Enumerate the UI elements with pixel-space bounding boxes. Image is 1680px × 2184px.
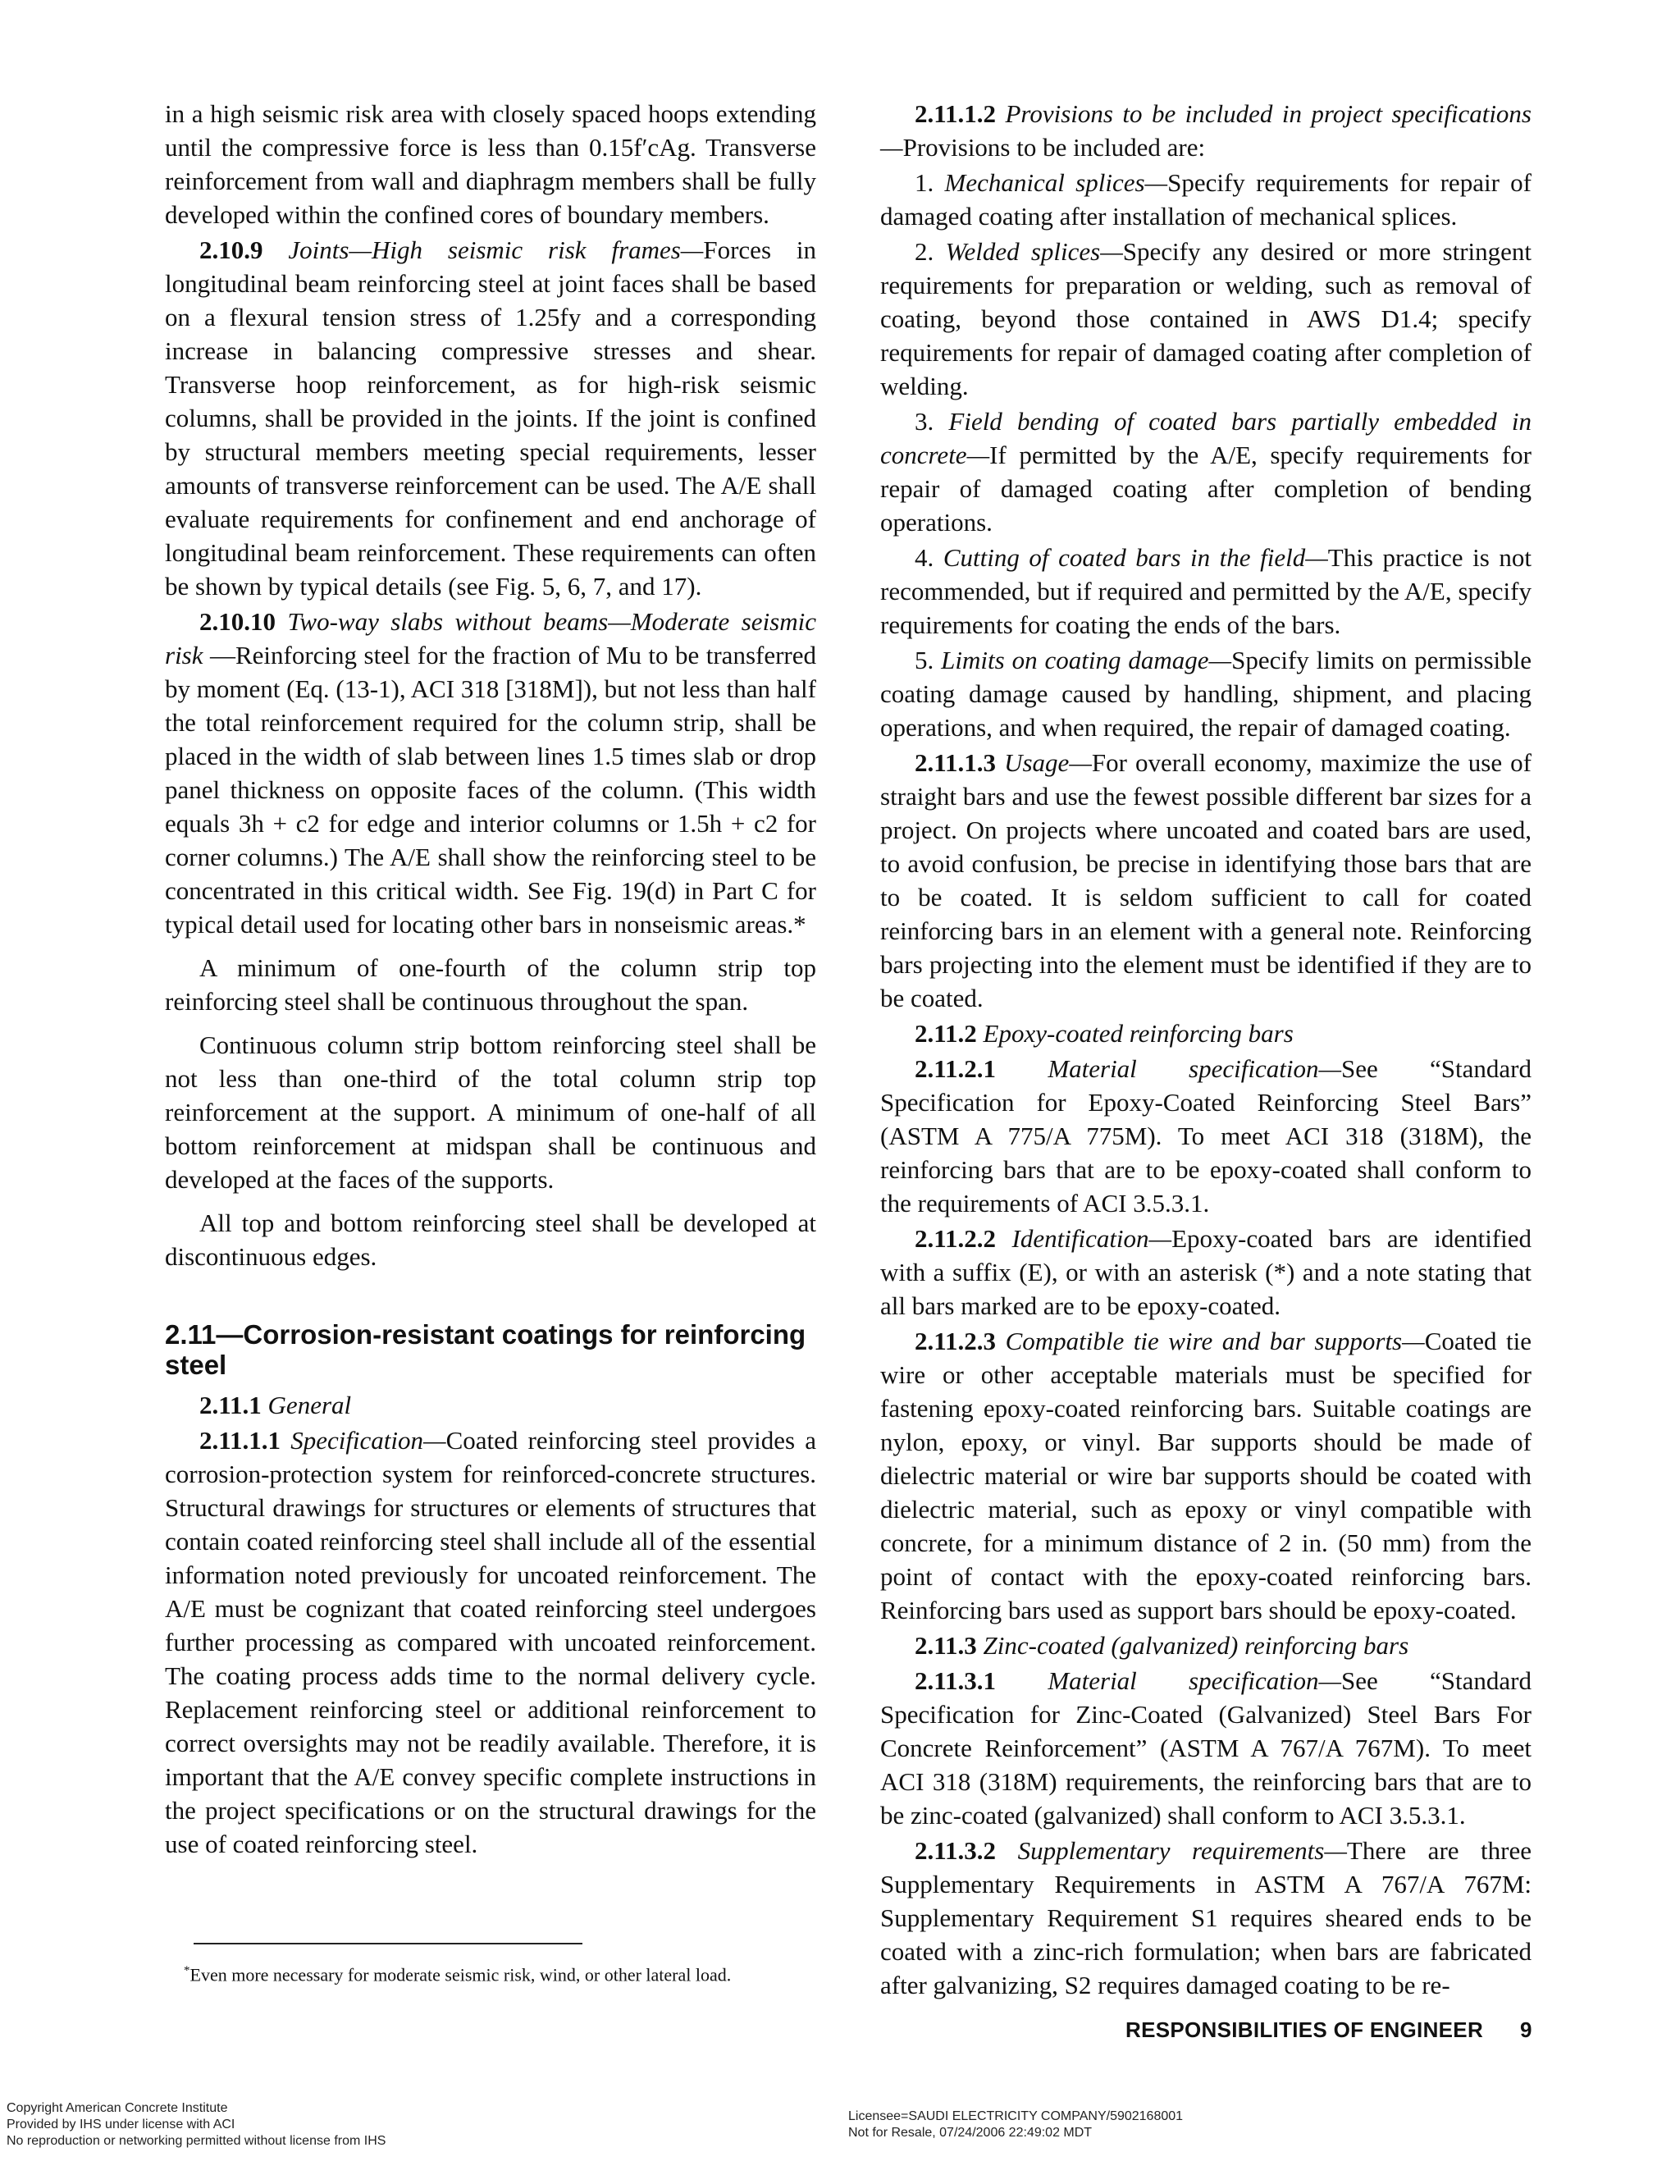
section-body: —Reinforcing steel for the fraction of Mu to be transferred by moment (Eq. (13-1), ACI 318 [318M]), but not less than half the total reinforcement required for the column strip, shall be placed in the width of slab between lines 1.5 times slab or drop panel thickness on opposite faces of the column. (This width equals 3h + c2 for edge and interior columns or 1.5h + c2 for corner columns.) The A/E shall show the reinforcing steel to be concentrated in this critical width. See Fig. 19(d) in Part C for typical detail used for locating other bars in nonseismic areas.* [165,641,816,939]
section-title: Material specification— [1048,1666,1342,1695]
list-body: Specify limits on permissible coating damage caused by handling, shipment, and placing operations, and when required, the repair of damaged coating. [880,646,1532,742]
section-2-11-3-1 [880,1664,1532,1832]
section-2-11-1 [165,1388,816,1422]
copyright-line: Provided by IHS under license with ACI [7,2118,235,2131]
section-number: 2.11.3 [915,1631,977,1660]
section-number: 2.11.2.1 [915,1054,997,1083]
section-title: Material specification— [1048,1054,1342,1083]
section-title: Provisions to be included in project specifications— [880,99,1532,162]
section-title: Identification— [1011,1224,1172,1253]
section-number: 2.11.2.3 [915,1327,997,1355]
section-title: Supplementary requirements— [1017,1836,1347,1865]
list-title: Cutting of coated bars in the field— [943,543,1328,572]
section-number: 2.11.3.2 [915,1836,997,1865]
section-2-11-2-1 [880,1052,1532,1220]
paragraph-continuous-bottom: Continuous column strip bottom reinforcing steel shall be not less than one-third of the total column strip top reinforcement at the support. A minimum of one-half of all bottom reinforcement at midspan shall be continuous and developed at the faces of the supports. [165,1030,816,1194]
copyright-notice [7,2100,386,2150]
list-title: Mechanical splices— [944,168,1168,197]
section-body: There are three Supplementary Requirements in ASTM A 767/A 767M: Supplementary Requirement S1 requires sheared ends to be coated with a zinc-rich formulation; when bars are fabricated after galvanizing, S2 requires damaged coating to be re- [880,1836,1532,1999]
section-number: 2.11.1.1 [199,1426,281,1455]
list-body: Specify any desired or more stringent requirements for preparation or welding, such as removal of coating, beyond those contained in AWS D1.4; specify requirements for repair of damaged coating after completion of welding. [880,237,1532,400]
list-item [880,541,1532,642]
section-title: Joints—High seismic risk frames— [288,235,704,264]
running-footer: RESPONSIBILITIES OF ENGINEER [1125,2017,1484,2042]
section-body: See “Standard Specification for Epoxy-Coated Reinforcing Steel Bars” (ASTM A 775/A 775M). To meet ACI 318 (318M), the reinforcing bars that are to be epoxy-coated shall conform to the requirements of ACI 3.5.3.1. [880,1054,1532,1218]
section-title: Epoxy-coated reinforcing bars [983,1019,1294,1048]
list-item [880,166,1532,233]
section-body: See “Standard Specification for Zinc-Coated (Galvanized) Steel Bars For Concrete Reinforcement” (ASTM A 767/A 767M). To meet ACI 318 (318M) requirements, the reinforcing bars that are to be zinc-coated (galvanized) shall conform to ACI 3.5.3.1. [880,1666,1532,1830]
section-2-11-3 [880,1629,1532,1662]
footnote [184,1959,731,1986]
section-number: 2.11.2 [915,1019,977,1048]
footnote-text: Even more necessary for moderate seismic risk, wind, or other lateral load. [189,1964,732,1985]
section-title: Zinc-coated (galvanized) reinforcing bars [983,1631,1409,1660]
paragraph-boundary-members: in a high seismic risk area with closely spaced hoops extending until the compressive force is less than 0.15f′cAg. Transverse reinforcement from wall and diaphragm members shall be fully developed within the confined cores of boundary members. [165,99,816,229]
section-number: 2.11.1.3 [915,748,997,777]
section-body: Epoxy-coated bars are identified with a suffix (E), or with an asterisk (*) and a note stating that all bars marked are to be epoxy-coated. [880,1224,1532,1320]
section-2-11-1-3 [880,746,1532,1015]
section-body: Coated reinforcing steel provides a corrosion-protection system for reinforced-concrete structures. Structural drawings for structures or elements of structures that contain coated reinforcing steel shall include all of the essential information noted previously for uncoated reinforcement. The A/E must be cognizant that coated reinforcing steel undergoes further processing as compared with uncoated reinforcement. The coating process adds time to the normal delivery cycle. Replacement reinforcing steel or additional reinforcement to correct oversights may not be readily available. Therefore, it is important that the A/E convey specific complete instructions in the project specifications or on the structural drawings for the use of coated reinforcing steel. [165,1426,816,1858]
section-number: 2.11.1 [199,1391,262,1419]
list-body: This practice is not recommended, but if required and permitted by the A/E, specify requirements for coating the ends of the bars. [880,543,1532,639]
list-number: 4. [915,543,934,572]
section-2-10-10 [165,605,816,941]
list-number: 5. [915,646,934,674]
licensee-line: Not for Resale, 07/24/2006 22:49:02 MDT [848,2126,1093,2140]
licensee-notice [848,2109,1183,2141]
paragraph-minimum-top: A minimum of one-fourth of the column strip top reinforcing steel shall be continuous throughout the span. [165,953,816,1016]
section-number: 2.11.3.1 [915,1666,997,1695]
section-2-11-1-1 [165,1423,816,1861]
right-column [880,97,1532,2004]
section-2-11-2-2 [880,1222,1532,1323]
section-number: 2.11.2.2 [915,1224,997,1253]
list-number: 2. [915,237,934,266]
section-2-11-2 [880,1017,1532,1050]
copyright-line: No reproduction or networking permitted without license from IHS [7,2134,386,2148]
list-title: Field bending of coated bars partially embedded in concrete— [880,407,1532,469]
section-body: Provisions to be included are: [902,133,1206,162]
section-title: Usage— [1004,748,1092,777]
list-body: If permitted by the A/E, specify requirements for repair of damaged coating after completion of bending operations. [880,441,1532,537]
list-number: 3. [915,407,934,436]
paragraph-discontinuous-edges: All top and bottom reinforcing steel shall be developed at discontinuous edges. [165,1209,816,1271]
section-title: Two-way slabs without beams—Moderate seismic risk [165,607,817,669]
section-number: 2.11.1.2 [915,99,997,128]
page-number: 9 [1520,2017,1532,2042]
footnote-marker: * [184,1964,190,1977]
list-item [880,643,1532,744]
section-number: 2.10.10 [199,607,276,636]
list-item [880,235,1532,403]
list-body: Specify requirements for repair of damaged coating after installation of mechanical splices. [880,168,1532,231]
section-heading-2-11: 2.11—Corrosion-resistant coatings for reinforcing steel [165,1319,806,1380]
section-title: Compatible tie wire and bar supports— [1005,1327,1425,1355]
section-title: Specification— [290,1426,446,1455]
section-2-11-1-2 [880,97,1532,164]
list-title: Welded splices— [945,237,1123,266]
section-2-10-9 [165,233,816,603]
left-column [165,97,816,1862]
list-item [880,404,1532,539]
list-number: 1. [915,168,934,197]
section-body: Forces in longitudinal beam reinforcing steel at joint faces shall be based on a flexural tension stress of 1.25fy and a corresponding increase in balancing compressive stresses and shear. Transverse hoop reinforcement, as for high-risk seismic columns, shall be provided in the joints. If the joint is confined by structural members meeting special requirements, lesser amounts of transverse reinforcement can be used. The A/E shall evaluate requirements for confinement and end anchorage of longitudinal beam reinforcement. These requirements can often be shown by typical details (see Fig. 5, 6, 7, and 17). [165,235,816,601]
section-number: 2.10.9 [199,235,263,264]
section-body: For overall economy, maximize the use of straight bars and use the fewest possible different bar sizes for a project. On projects where uncoated and coated bars are used, to avoid confusion, be precise in identifying those bars that are to be coated. It is seldom sufficient to call for coated reinforcing bars in an element with a general note. Reinforcing bars projecting into the element must be identified if they are to be coated. [880,748,1532,1012]
section-body: Coated tie wire or other acceptable materials must be specified for fastening epoxy-coated reinforcing bars. Suitable coatings are nylon, epoxy, or vinyl. Bar supports should be made of dielectric material or wire bar supports should be coated with dielectric material, such as epoxy or vinyl compatible with concrete, for a minimum distance of 2 in. (50 mm) from the point of contact with the epoxy-coated reinforcing bars. Reinforcing bars used as support bars should be epoxy-coated. [880,1327,1532,1624]
licensee-line: Licensee=SAUDI ELECTRICITY COMPANY/5902168001 [848,2109,1184,2123]
list-title: Limits on coating damage— [941,646,1232,674]
copyright-line: Copyright American Concrete Institute [7,2101,228,2115]
footnote-divider [194,1943,582,1944]
section-title: General [267,1391,352,1419]
section-2-11-2-3 [880,1324,1532,1627]
section-2-11-3-2 [880,1834,1532,2002]
